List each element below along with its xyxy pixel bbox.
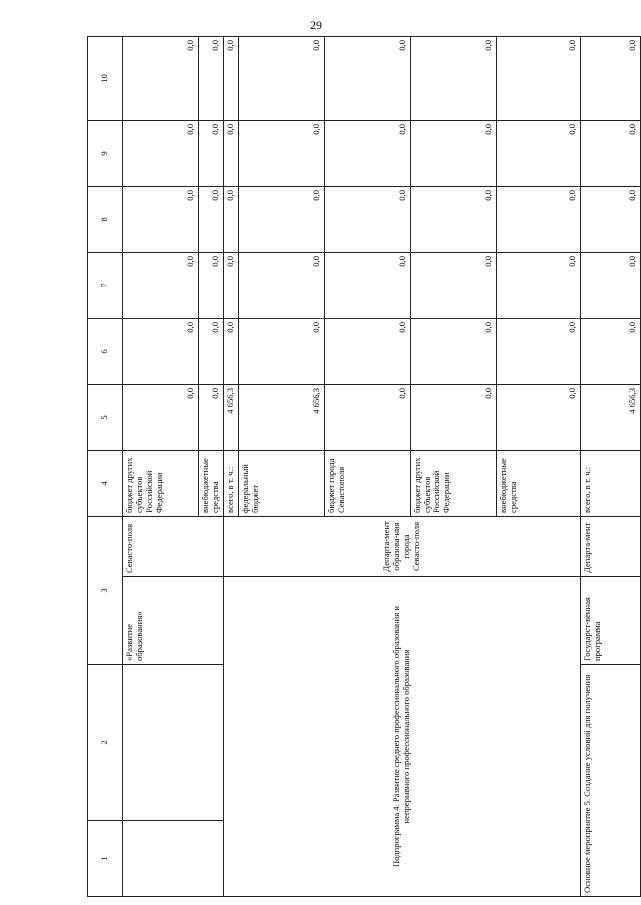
source-cell: внебюджетные средства [496, 450, 580, 516]
value-cell: 4 656,3 [580, 384, 640, 450]
table-row [580, 36, 640, 896]
value-cell: 0,0 [324, 252, 410, 318]
value-cell: 0,0 [223, 186, 238, 252]
table-frame [87, 37, 637, 897]
value-cell: 0,0 [410, 120, 496, 186]
value-cell: 0,0 [410, 252, 496, 318]
source-cell: бюджет других субъектов Российской Федерации [123, 450, 199, 516]
value-cell: 0,0 [223, 36, 238, 120]
value-cell: 0,0 [123, 318, 199, 384]
block1-col3-name: «Развитие образования» [123, 577, 224, 665]
value-cell: 0,0 [496, 120, 580, 186]
value-cell: 0,0 [580, 252, 640, 318]
value-cell: 0,0 [324, 120, 410, 186]
value-cell: 0,0 [199, 252, 224, 318]
value-cell: 0,0 [238, 252, 324, 318]
page-number: 29 [310, 18, 322, 32]
value-cell: 0,0 [238, 186, 324, 252]
value-cell: 0,0 [123, 120, 199, 186]
value-cell: 0,0 [223, 120, 238, 186]
col-header: 10 [88, 36, 123, 120]
value-cell: 0,0 [580, 36, 640, 120]
value-cell: 0,0 [223, 252, 238, 318]
value-cell: 0,0 [199, 120, 224, 186]
activity-executor: Департа-мент [580, 516, 640, 576]
source-cell: всего, в т. ч.: [223, 450, 238, 516]
budget-table [87, 36, 641, 897]
col-header: 3 [88, 516, 123, 664]
col-header: 5 [88, 384, 123, 450]
col-header: 2 [88, 665, 123, 821]
subprogram-executor: Департа-мент образова-ния города Севасто-поля [223, 516, 580, 576]
value-cell: 0,0 [580, 120, 640, 186]
value-cell: 0,0 [324, 318, 410, 384]
col-header: 1 [88, 821, 123, 897]
col-header: 6 [88, 318, 123, 384]
source-cell: бюджет других субъектов Российской Федерации [410, 450, 496, 516]
value-cell: 0,0 [580, 186, 640, 252]
value-cell: 0,0 [324, 384, 410, 450]
block1-col3-executor: Севасто-поля [123, 516, 224, 576]
subprogram-title: Подпрограмма 4. Развитие среднего профессионального образования и непрерывного профессионального образования [223, 577, 580, 897]
col-header: 9 [88, 120, 123, 186]
value-cell: 0,0 [199, 384, 224, 450]
value-cell: 0,0 [238, 36, 324, 120]
value-cell: 4 656,3 [223, 384, 238, 450]
source-cell: федеральный бюджет [238, 450, 324, 516]
value-cell: 0,0 [410, 186, 496, 252]
value-cell: 0,0 [496, 186, 580, 252]
value-cell: 0,0 [123, 384, 199, 450]
header-row [88, 36, 123, 896]
value-cell: 0,0 [223, 318, 238, 384]
value-cell: 0,0 [580, 318, 640, 384]
value-cell: 0,0 [496, 318, 580, 384]
value-cell: 0,0 [238, 120, 324, 186]
source-cell: всего, в т. ч.: [580, 450, 640, 516]
value-cell: 0,0 [324, 186, 410, 252]
activity-type: Государст-венная программа [580, 577, 640, 665]
value-cell: 0,0 [199, 36, 224, 120]
value-cell: 0,0 [324, 36, 410, 120]
block1-col1 [123, 821, 224, 897]
source-cell: бюджет города Севастополя [324, 450, 410, 516]
table-row [223, 36, 238, 896]
source-cell: внебюджетные средства [199, 450, 224, 516]
value-cell: 0,0 [199, 186, 224, 252]
value-cell: 0,0 [123, 36, 199, 120]
activity-title: Основное мероприятие 5. Создание условий для получения [580, 665, 640, 897]
value-cell: 0,0 [123, 186, 199, 252]
value-cell: 0,0 [123, 252, 199, 318]
value-cell: 0,0 [199, 318, 224, 384]
col-header: 7 [88, 252, 123, 318]
value-cell: 4 656,3 [238, 384, 324, 450]
value-cell: 0,0 [238, 318, 324, 384]
value-cell: 0,0 [410, 36, 496, 120]
value-cell: 0,0 [410, 384, 496, 450]
col-header: 8 [88, 186, 123, 252]
value-cell: 0,0 [410, 318, 496, 384]
value-cell: 0,0 [496, 36, 580, 120]
table-row [123, 36, 199, 896]
col-header: 4 [88, 450, 123, 516]
value-cell: 0,0 [496, 252, 580, 318]
block1-col2 [123, 665, 224, 821]
value-cell: 0,0 [496, 384, 580, 450]
